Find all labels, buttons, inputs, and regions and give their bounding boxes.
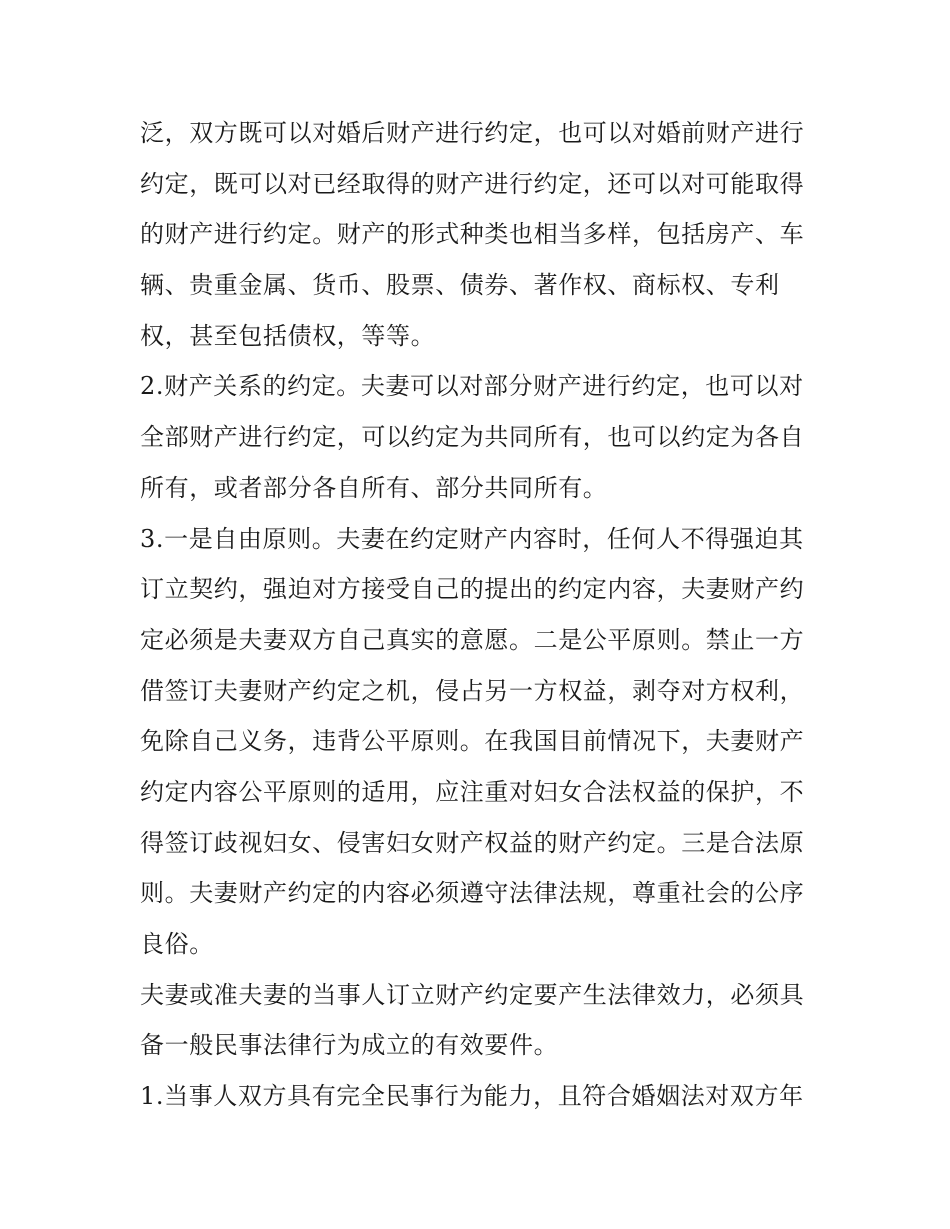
text-line: 良俗。: [140, 930, 214, 958]
text-line: 辆、贵重金属、货币、股票、债券、著作权、商标权、专利: [140, 271, 780, 300]
text-line: 约定，既可以对已经取得的财产进行约定，还可以对可能取得: [140, 169, 805, 198]
text-line: 夫妻或准夫妻的当事人订立财产约定要产生法律效力，必须具: [140, 980, 805, 1009]
text-line: 权，甚至包括债权，等等。: [140, 321, 436, 350]
text-line: 3.一是自由原则。夫妻在约定财产内容时，任何人不得强迫其: [140, 524, 804, 553]
text-line: 泛，双方既可以对婚后财产进行约定，也可以对婚前财产进行: [140, 119, 805, 147]
text-line: 约定内容公平原则的适用，应注重对妇女合法权益的保护，不: [140, 777, 805, 806]
text-line: 订立契约，强迫对方接受自己的提出的约定内容，夫妻财产约: [140, 575, 805, 604]
body-text: [140, 108, 820, 1122]
text-line: 免除自己义务，违背公平原则。在我国目前情况下，夫妻财产: [140, 727, 805, 756]
text-line: 得签订歧视妇女、侵害妇女财产权益的财产约定。三是合法原: [140, 828, 805, 857]
text-line: 则。夫妻财产约定的内容必须遵守法律法规，尊重社会的公序: [140, 879, 805, 908]
text-line: 1.当事人双方具有完全民事行为能力，且符合婚姻法对双方年: [140, 1082, 804, 1111]
text-line: 备一般民事法律行为成立的有效要件。: [140, 1031, 559, 1060]
text-line: 全部财产进行约定，可以约定为共同所有，也可以约定为各自: [140, 423, 805, 452]
text-line: 所有，或者部分各自所有、部分共同所有。: [140, 473, 608, 502]
text-line: 2.财产关系的约定。夫妻可以对部分财产进行约定，也可以对: [140, 372, 804, 401]
text-line: 借签订夫妻财产约定之机，侵占另一方权益，剥夺对方权利，: [140, 676, 805, 705]
text-line: 的财产进行约定。财产的形式种类也相当多样，包括房产、车: [140, 220, 805, 249]
text-line: 定必须是夫妻双方自己真实的意愿。二是公平原则。禁止一方: [140, 625, 805, 654]
